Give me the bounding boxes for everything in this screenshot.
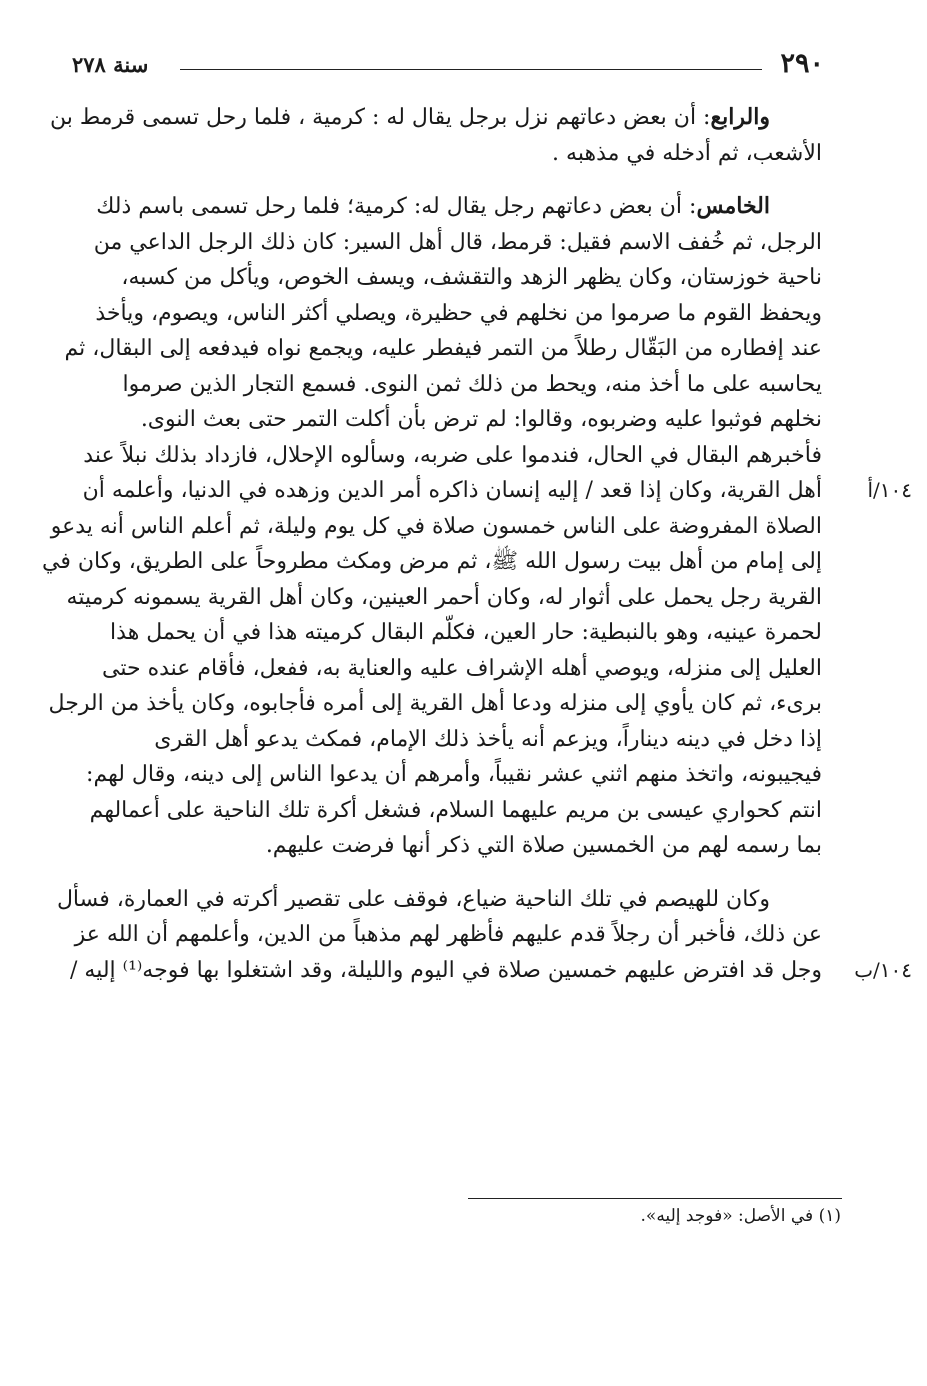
line-text: نخلهم فوثبوا عليه وضربوه، وقالوا: لم ترض بأن أكلت التمر حتى بعث النوى. (140, 407, 822, 432)
line-text: ناحية خوزستان، وكان يظهر الزهد والتقشف، ويسف الخوص، ويأكل من كسبه، (121, 265, 822, 290)
line-text: بما رسمه لهم من الخمسين صلاة التي ذكر أنها فرضت عليهم. (265, 833, 822, 858)
text-line (64, 331, 822, 367)
line-text: وكان للهيصم في تلك الناحية ضياع، فوقف على تقصير أكرته في العمارة، فسأل (56, 886, 770, 912)
line-text: لحمرة عينيه، وهو بالنبطية: حار العين، فكلّم البقال كرميته هذا في أن يحمل هذا (110, 620, 822, 645)
text-line (76, 651, 822, 687)
text-line (76, 473, 912, 509)
text-line (76, 615, 822, 651)
text-line (76, 757, 822, 793)
paragraph-fifth (42, 189, 912, 864)
line-text: يحاسبه على ما أخذ منه، ويحط من ذلك ثمن النوى. فسمع التجار الذين صرموا (122, 371, 822, 397)
line-text: فيجيبونه، واتخذ منهم اثني عشر نقيباً، وأمرهم أن يدعوا الناس إلى دينه، وقال لهم: (86, 762, 822, 787)
text-line (76, 367, 822, 403)
text-line (42, 544, 822, 580)
page-header (72, 48, 824, 84)
header-rule (180, 69, 762, 70)
text-line (56, 882, 822, 918)
text-line (50, 509, 822, 545)
line-text: عند إفطاره من البَقّال رطلاً من التمر فيفطر عليه، ويجمع نواه فيدفعه إلى البقال، ثم (64, 336, 822, 361)
line-text: الصلاة المفروضة على الناس خمسون صلاة في كل يوم وليلة، ثم أعلم الناس أنه يدعو (50, 513, 822, 539)
line-text: انتم كحواري عيسى بن مريم عليهما السلام، فشغل أكرة تلك الناحية على أعمالهم (89, 797, 822, 823)
line-text: برىء، ثم كان يأوي إلى منزله ودعا أهل القرية إلى أمره فأجابوه، وكان يأخذ من الرجل (48, 691, 822, 716)
text-line (76, 438, 822, 474)
line-text: : أن بعض دعاتهم نزل برجل يقال له : كرمية ، فلما رحل تسمى قرمط بن (50, 105, 711, 130)
text-line (48, 686, 822, 722)
paragraph-lead: الخامس (696, 193, 770, 219)
text-line (76, 225, 822, 261)
text-line (76, 189, 822, 225)
text-line (76, 828, 822, 864)
line-text: وجل قد افترض عليهم خمسين صلاة في اليوم والليلة، وقد اشتغلوا بها فوجه⁽¹⁾ إليه / (70, 957, 822, 983)
text-line (76, 793, 822, 829)
footnote: (١) في الأصل: «فوجد إليه». (640, 1206, 841, 1226)
footnote-rule (468, 1198, 842, 1199)
line-text: القرية رجل يحمل على أثوار له، وكان أحمر العينين، وكان أهل القرية يسمونه كرميته (66, 584, 822, 610)
line-text: فأخبرهم البقال في الحال، فندموا على ضربه، وسألوه الإحلال، فازداد بذلك نبلاً عند (83, 442, 822, 468)
text-line (70, 953, 912, 989)
text-line (66, 580, 822, 616)
paragraph-haysam (56, 882, 912, 989)
line-text: العليل إلى منزله، ويوصي أهله الإشراف عليه والعناية به، ففعل، فأقام عنده حتى (102, 655, 822, 681)
paragraph-lead: والرابع (710, 104, 770, 130)
line-text: الرجل، ثم خُفف الاسم فقيل: قرمط، قال أهل السير: كان ذلك الرجل الداعي من (93, 229, 822, 255)
text-line (76, 402, 822, 438)
line-text: إلى إمام من أهل بيت رسول الله ﷺ، ثم مرض ومكث مطروحاً على الطريق، وكان في (42, 549, 822, 574)
text-line (76, 722, 822, 758)
running-head: سنة ٢٧٨ (72, 52, 149, 77)
text-line (50, 100, 822, 136)
page-number: ٢٩٠ (780, 48, 824, 79)
text-line (76, 296, 822, 332)
margin-folio-note: ١٠٤/أ (867, 478, 912, 502)
line-text: أهل القرية، وكان إذا قعد / إليه إنسان ذاكره أمر الدين وزهده في الدنيا، وأعلمه أن (82, 478, 822, 503)
line-text: عن ذلك، فأخبر أن رجلاً قدم عليهم فأظهر لهم مذهباً من الدين، وأعلمهم أن الله عز (74, 922, 822, 947)
text-line (76, 136, 822, 172)
margin-folio-note: ١٠٤/ب (854, 957, 912, 982)
body-text (42, 100, 912, 988)
text-line (76, 260, 822, 296)
line-text: إذا دخل في دينه ديناراً، ويزعم أنه يأخذ ذلك الإمام، فمكث يدعو أهل القرى (154, 726, 822, 752)
paragraph-fourth (50, 100, 822, 171)
text-line (76, 917, 822, 953)
line-text: : أن بعض دعاتهم رجل يقال له: كرمية؛ فلما رحل تسمى باسم ذلك (96, 194, 697, 219)
line-text: ويحفظ القوم ما صرموا من نخلهم في حظيرة، ويصلي أكثر الناس، ويصوم، ويأخذ (95, 300, 822, 326)
line-text: الأشعب، ثم أدخله في مذهبه . (552, 140, 822, 166)
